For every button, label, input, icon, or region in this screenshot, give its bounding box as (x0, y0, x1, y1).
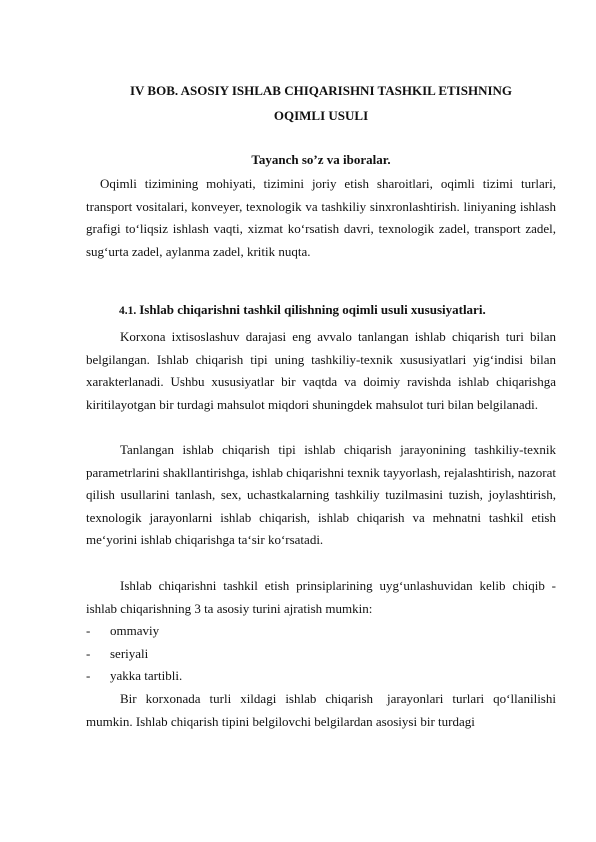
section-number: 4.1. (119, 305, 137, 317)
paragraph-1: Korxona ixtisoslashuv darajasi eng avvalo tanlangan ishlab chiqarish turi bilan belgilangan. Ishlab chiqarish tipi uning tashkiliy-texnik xususiyatlari yig‘indisi bilan xarakterlanadi. Ushbu xususiyatlar bir vaqtda va doimiy ravishda ishlab chiqarishga kiritilayotgan bir turdagi mahsulot miqdori shuningdek mahsulot turi bilan belgilanadi. (86, 329, 556, 412)
chapter-title-line-2: OQIMLI USULI (273, 108, 369, 123)
paragraph-4-part-2: jarayonlari turlari qo‘llanilishi mumkin. Ishlab chiqarish tipini belgilovchi belgilardan asosiysi bir turdagi (86, 691, 556, 729)
list-item (86, 643, 556, 666)
list-item-text: ommaviy (110, 623, 160, 638)
chapter-title-line-1: IV BOB. ASOSIY ISHLAB CHIQARISHNI TASHKIL ETISHNING (129, 83, 513, 98)
list-item (86, 665, 556, 688)
list-dash: - (86, 623, 91, 638)
keywords-heading: Tayanch so’z va iboralar. (251, 152, 391, 167)
list-item-text: seriyali (110, 645, 149, 661)
section-heading (119, 302, 559, 318)
keywords-paragraph: Oqimli tizimining mohiyati, tizimini joriy etish sharoitlari, oqimli tizimi turlari, transport vositalari, konveyer, texnologik va tashkiliy sinxronlashtirish. liniyaning ishlash grafigi to‘liqsiz ishlash vaqti, xizmat ko‘rsatish davri, texnologik zadel, transport zadel, sug‘urta zadel, aylanma zadel, kritik nuqta. (86, 176, 556, 259)
paragraph-2: Tanlangan ishlab chiqarish tipi ishlab chiqarish jarayonining tashkiliy-texnik parametrlarini shakllantirishga, ishlab chiqarishni texnik tayyorlash, rejalashtirish, nazorat qilish usullarini tanlash, sex, uchastkalarning tashkiliy tuzilmasini tuzish, joylashtirish, texnologik jarayonlarni ishlab chiqarish, ishlab chiqarish va mehnatni tashkil etish me‘yorini ishlab chiqarishga ta‘sir ko‘rsatadi. (86, 442, 556, 548)
section-title: Ishlab chiqarishni tashkil qilishning oqimli usuli xususiyatlari. (139, 302, 486, 317)
paragraph-4-part-1: Bir korxonada turli xildagi ishlab chiqarish (120, 691, 374, 706)
list-dash: - (86, 645, 91, 661)
chapter-title (86, 78, 556, 128)
paragraph-4 (86, 688, 556, 733)
list-item (86, 620, 556, 643)
paragraph-3: Ishlab chiqarishni tashkil etish prinsiplarining uyg‘unlashuvidan kelib chiqib - ishlab chiqarishning 3 ta asosiy turini ajratish mumkin: (86, 578, 556, 616)
production-types-list (86, 620, 556, 688)
list-item-text: yakka tartibli. (110, 668, 183, 684)
list-dash: - (86, 668, 91, 684)
